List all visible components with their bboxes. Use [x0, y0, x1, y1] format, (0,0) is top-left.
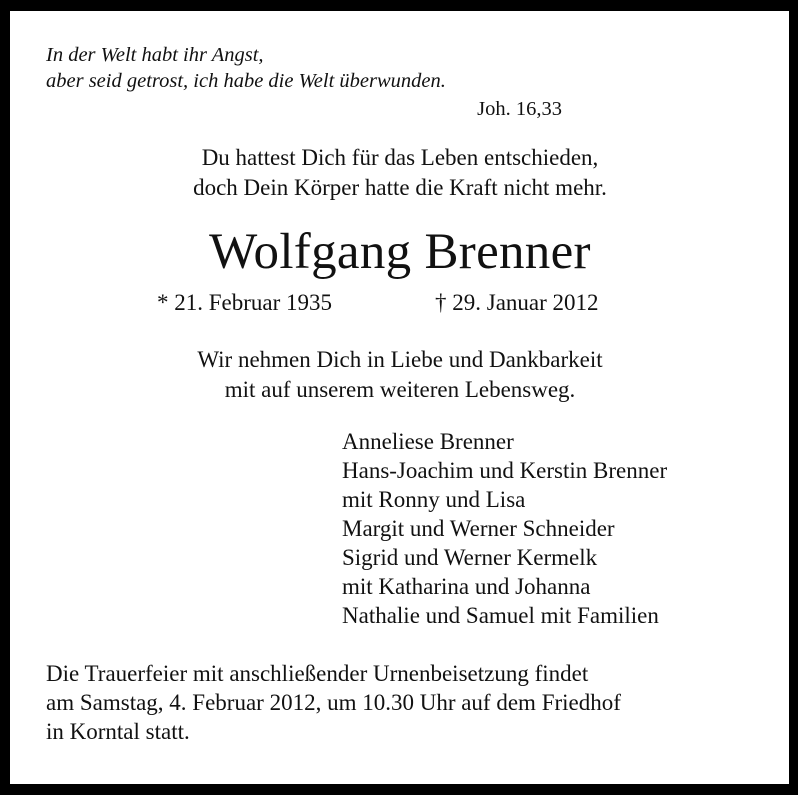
mourner-line: mit Ronny und Lisa	[342, 487, 526, 512]
deceased-name: Wolfgang Brenner	[209, 224, 591, 280]
mourner-line: Sigrid und Werner Kermelk	[342, 545, 598, 570]
mourner-line: Anneliese Brenner	[342, 429, 514, 454]
closing-line: mit auf unserem weiteren Lebensweg.	[224, 377, 576, 402]
mourner-line: Hans-Joachim und Kerstin Brenner	[342, 458, 668, 483]
closing-line: Wir nehmen Dich in Liebe und Dankbarkeit	[197, 347, 603, 372]
verse-reference: Joh. 16,33	[477, 98, 562, 120]
bible-verse	[46, 42, 446, 94]
verse-line: aber seid getrost, ich habe die Welt überwunden.	[46, 70, 446, 92]
service-line: am Samstag, 4. Februar 2012, um 10.30 Uhr auf dem Friedhof	[46, 690, 621, 715]
intro-line: doch Dein Körper hatte die Kraft nicht mehr.	[193, 175, 607, 200]
death-date: † 29. Januar 2012	[435, 290, 599, 315]
mourner-line: mit Katharina und Johanna	[342, 574, 591, 599]
birth-date: * 21. Februar 1935	[157, 290, 333, 315]
service-line: in Korntal statt.	[46, 719, 190, 744]
mourner-line: Margit und Werner Schneider	[342, 516, 615, 541]
closing-text	[0, 345, 800, 405]
mourners-list	[342, 427, 667, 630]
intro-text	[0, 143, 800, 203]
intro-line: Du hattest Dich für das Leben entschieden,	[201, 145, 599, 170]
verse-line: In der Welt habt ihr Angst,	[46, 44, 264, 66]
mourner-line: Nathalie und Samuel mit Familien	[342, 603, 659, 628]
funeral-service-info	[46, 659, 621, 746]
service-line: Die Trauerfeier mit anschließender Urnenbeisetzung findet	[46, 661, 589, 686]
